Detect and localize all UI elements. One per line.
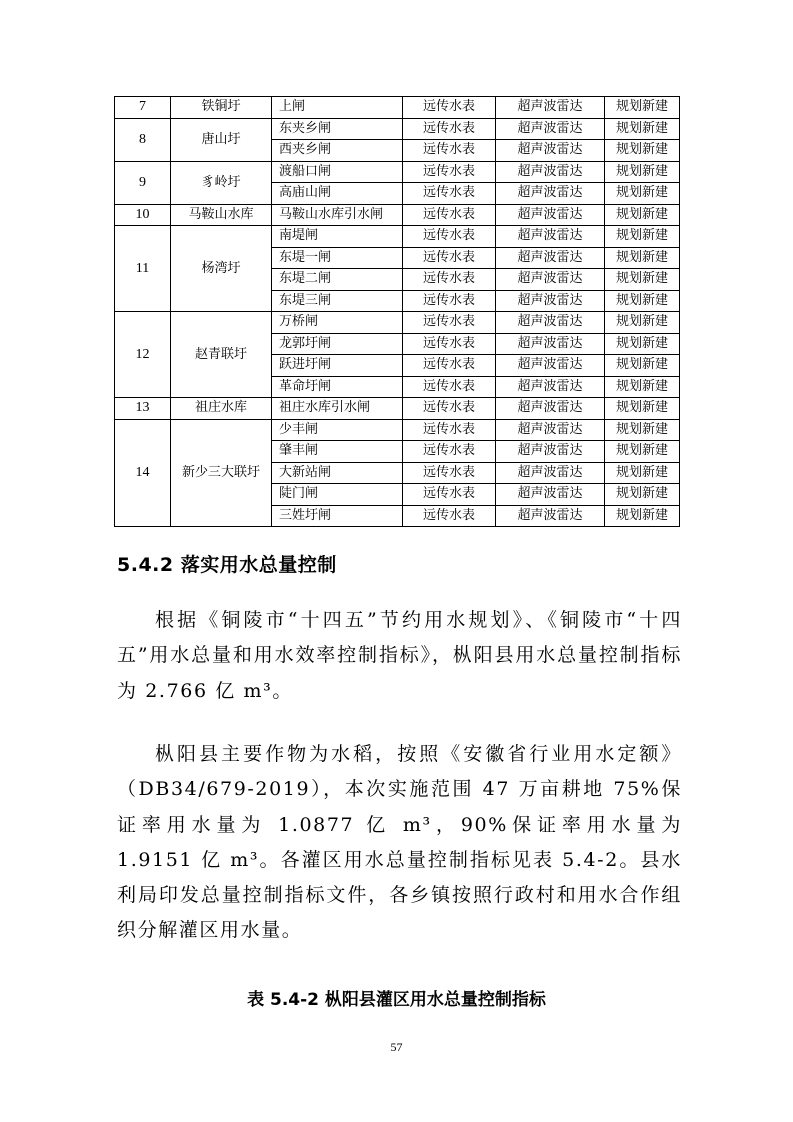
- build-status-cell: 规划新建: [605, 355, 680, 377]
- build-status-cell: 规划新建: [605, 226, 680, 248]
- sensor-type-cell: 超声波雷达: [496, 97, 605, 119]
- build-status-cell: 规划新建: [605, 398, 680, 420]
- sensor-type-cell: 超声波雷达: [496, 140, 605, 162]
- build-status-cell: 规划新建: [605, 269, 680, 291]
- meter-type-cell: 远传水表: [403, 505, 496, 527]
- gate-name-cell: 高庙山闸: [272, 183, 403, 205]
- row-number-cell: 10: [115, 204, 171, 226]
- meter-type-cell: 远传水表: [403, 204, 496, 226]
- gate-name-cell: 陡门闸: [272, 484, 403, 506]
- row-number-cell: 8: [115, 118, 171, 161]
- meter-type-cell: 远传水表: [403, 484, 496, 506]
- table-row: [115, 97, 680, 119]
- build-status-cell: 规划新建: [605, 97, 680, 119]
- gate-name-cell: 跃进圩闸: [272, 355, 403, 377]
- meter-type-cell: 远传水表: [403, 355, 496, 377]
- row-number-cell: 14: [115, 419, 171, 527]
- gate-name-cell: 大新站闸: [272, 462, 403, 484]
- gate-name-cell: 马鞍山水库引水闸: [272, 204, 403, 226]
- gate-name-cell: 南堤闸: [272, 226, 403, 248]
- row-number-cell: 12: [115, 312, 171, 398]
- gate-name-cell: 东堤二闸: [272, 269, 403, 291]
- sensor-type-cell: 超声波雷达: [496, 183, 605, 205]
- meter-type-cell: 远传水表: [403, 140, 496, 162]
- sensor-type-cell: 超声波雷达: [496, 441, 605, 463]
- area-name-cell: 杨湾圩: [171, 226, 272, 312]
- area-name-cell: 豸岭圩: [171, 161, 272, 204]
- meter-type-cell: 远传水表: [403, 376, 496, 398]
- gate-name-cell: 西夹乡闸: [272, 140, 403, 162]
- meter-type-cell: 远传水表: [403, 290, 496, 312]
- build-status-cell: 规划新建: [605, 505, 680, 527]
- build-status-cell: 规划新建: [605, 247, 680, 269]
- sensor-type-cell: 超声波雷达: [496, 333, 605, 355]
- meter-type-cell: 远传水表: [403, 462, 496, 484]
- sensor-type-cell: 超声波雷达: [496, 419, 605, 441]
- build-status-cell: 规划新建: [605, 333, 680, 355]
- gate-name-cell: 东夹乡闸: [272, 118, 403, 140]
- gate-name-cell: 革命圩闸: [272, 376, 403, 398]
- area-name-cell: 铁铜圩: [171, 97, 272, 119]
- meter-type-cell: 远传水表: [403, 161, 496, 183]
- build-status-cell: 规划新建: [605, 140, 680, 162]
- row-number-cell: 9: [115, 161, 171, 204]
- paragraph-1: 根据《铜陵市“十四五”节约用水规划》、《铜陵市“十四五”用水总量和用水效率控制指标》，枞阳县用水总量控制指标为 2.766 亿 m³。: [117, 609, 682, 702]
- build-status-cell: 规划新建: [605, 419, 680, 441]
- meter-type-cell: 远传水表: [403, 269, 496, 291]
- sensor-type-cell: 超声波雷达: [496, 269, 605, 291]
- table-row: [115, 226, 680, 248]
- sensor-type-cell: 超声波雷达: [496, 398, 605, 420]
- table-row: [115, 419, 680, 441]
- build-status-cell: 规划新建: [605, 183, 680, 205]
- sensor-type-cell: 超声波雷达: [496, 204, 605, 226]
- station-table: [114, 96, 680, 527]
- station-table-body: [115, 97, 680, 527]
- row-number-cell: 7: [115, 97, 171, 119]
- table-caption: 表 5.4-2 枞阳县灌区用水总量控制指标: [247, 990, 546, 1010]
- section-heading: 5.4.2 落实用水总量控制: [117, 554, 337, 576]
- gate-name-cell: 上闸: [272, 97, 403, 119]
- meter-type-cell: 远传水表: [403, 97, 496, 119]
- table-row: [115, 398, 680, 420]
- meter-type-cell: 远传水表: [403, 183, 496, 205]
- area-name-cell: 马鞍山水库: [171, 204, 272, 226]
- meter-type-cell: 远传水表: [403, 247, 496, 269]
- build-status-cell: 规划新建: [605, 204, 680, 226]
- meter-type-cell: 远传水表: [403, 312, 496, 334]
- row-number-cell: 13: [115, 398, 171, 420]
- area-name-cell: 新少三大联圩: [171, 419, 272, 527]
- table-row: [115, 118, 680, 140]
- gate-name-cell: 东堤一闸: [272, 247, 403, 269]
- sensor-type-cell: 超声波雷达: [496, 247, 605, 269]
- gate-name-cell: 万桥闸: [272, 312, 403, 334]
- gate-name-cell: 东堤三闸: [272, 290, 403, 312]
- build-status-cell: 规划新建: [605, 312, 680, 334]
- table-row: [115, 204, 680, 226]
- sensor-type-cell: 超声波雷达: [496, 484, 605, 506]
- table-row: [115, 161, 680, 183]
- area-name-cell: 赵青联圩: [171, 312, 272, 398]
- gate-name-cell: 肇丰闸: [272, 441, 403, 463]
- gate-name-cell: 祖庄水库引水闸: [272, 398, 403, 420]
- build-status-cell: 规划新建: [605, 376, 680, 398]
- build-status-cell: 规划新建: [605, 118, 680, 140]
- gate-name-cell: 三姓圩闸: [272, 505, 403, 527]
- meter-type-cell: 远传水表: [403, 118, 496, 140]
- paragraph-2: 枞阳县主要作物为水稻，按照《安徽省行业用水定额》（DB34/679-2019），本次实施范围 47 万亩耕地 75%保证率用水量为 1.0877 亿 m³，90%保证率用水量为 1.9151 亿 m³。各灌区用水总量控制指标见表 5.4-2。县水利局印发总量控制指标文件，各乡镇按照行政村和用水合作组织分解灌区用水量。: [117, 743, 682, 942]
- build-status-cell: 规划新建: [605, 462, 680, 484]
- meter-type-cell: 远传水表: [403, 441, 496, 463]
- sensor-type-cell: 超声波雷达: [496, 505, 605, 527]
- sensor-type-cell: 超声波雷达: [496, 118, 605, 140]
- sensor-type-cell: 超声波雷达: [496, 290, 605, 312]
- meter-type-cell: 远传水表: [403, 333, 496, 355]
- meter-type-cell: 远传水表: [403, 419, 496, 441]
- build-status-cell: 规划新建: [605, 161, 680, 183]
- area-name-cell: 祖庄水库: [171, 398, 272, 420]
- gate-name-cell: 少丰闸: [272, 419, 403, 441]
- meter-type-cell: 远传水表: [403, 226, 496, 248]
- row-number-cell: 11: [115, 226, 171, 312]
- sensor-type-cell: 超声波雷达: [496, 161, 605, 183]
- sensor-type-cell: 超声波雷达: [496, 462, 605, 484]
- table-row: [115, 312, 680, 334]
- sensor-type-cell: 超声波雷达: [496, 312, 605, 334]
- sensor-type-cell: 超声波雷达: [496, 226, 605, 248]
- build-status-cell: 规划新建: [605, 290, 680, 312]
- sensor-type-cell: 超声波雷达: [496, 355, 605, 377]
- page-number: 57: [390, 1040, 403, 1054]
- build-status-cell: 规划新建: [605, 441, 680, 463]
- area-name-cell: 唐山圩: [171, 118, 272, 161]
- gate-name-cell: 渡船口闸: [272, 161, 403, 183]
- gate-name-cell: 龙郭圩闸: [272, 333, 403, 355]
- build-status-cell: 规划新建: [605, 484, 680, 506]
- sensor-type-cell: 超声波雷达: [496, 376, 605, 398]
- meter-type-cell: 远传水表: [403, 398, 496, 420]
